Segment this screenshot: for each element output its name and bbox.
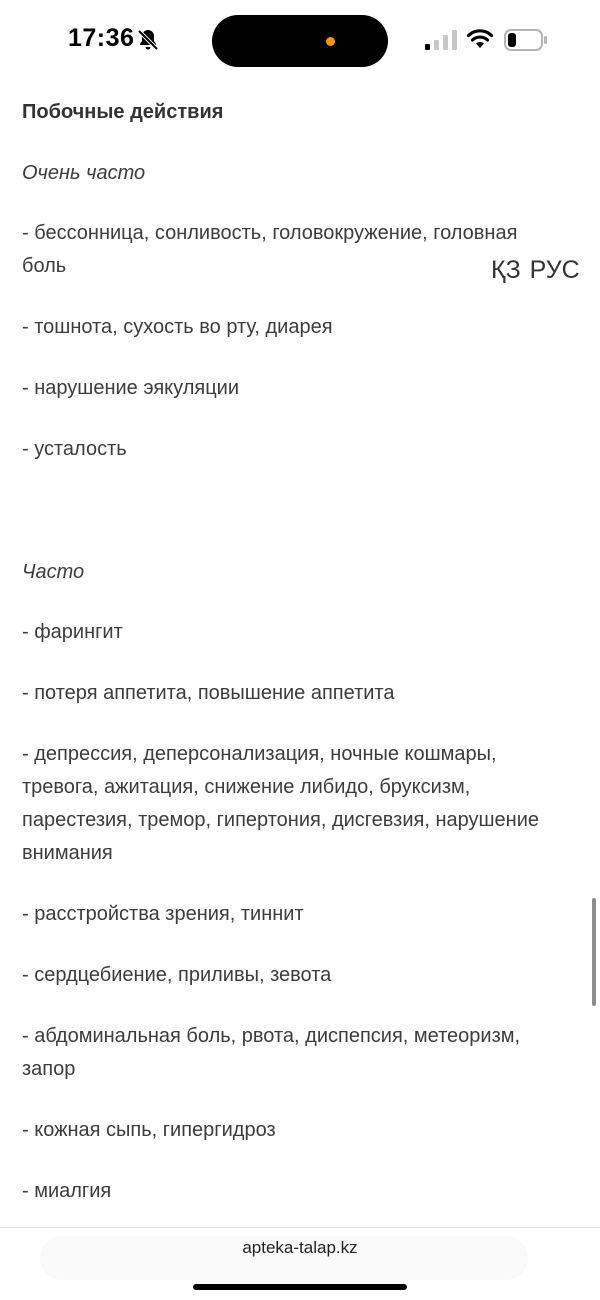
list-item: - усталость <box>22 438 127 460</box>
list-item: - сердцебиение, приливы, зевота <box>22 964 332 986</box>
browser-bottom-bar <box>0 1227 600 1300</box>
list-item: - кожная сыпь, гипергидроз <box>22 1119 276 1141</box>
dynamic-island <box>212 15 388 67</box>
list-item: - фарингит <box>22 621 123 643</box>
home-indicator[interactable] <box>193 1284 407 1290</box>
wifi-icon <box>466 28 494 50</box>
address-bar-url[interactable]: apteka-talap.kz <box>242 1238 358 1257</box>
language-kz-link[interactable]: ҚЗ <box>491 256 521 284</box>
status-bar <box>0 0 600 84</box>
battery-icon <box>504 29 548 51</box>
language-switch <box>491 256 580 285</box>
status-time: 17:36 <box>68 24 135 52</box>
recording-indicator <box>326 37 335 46</box>
frequency-label-often: Часто <box>22 561 85 583</box>
frequency-label-very-often: Очень часто <box>22 162 146 184</box>
list-item: - депрессия, деперсонализация, ночные кошмары, тревога, ажитация, снижение либидо, бруксизм, парестезия, тремор, гипертония, дисгевзия, нарушение внимания <box>22 743 540 864</box>
list-item: - тошнота, сухость во рту, диарея <box>22 316 333 338</box>
list-item: - абдоминальная боль, рвота, диспепсия, метеоризм, запор <box>22 1025 521 1080</box>
list-item: - миалгия <box>22 1180 112 1202</box>
list-item: - расстройства зрения, тиннит <box>22 903 304 925</box>
bell-slash-icon <box>136 28 160 52</box>
list-item: - бессонница, сонливость, головокружение, головная боль <box>22 222 518 277</box>
article-content <box>22 95 567 1236</box>
language-ru-link[interactable]: РУС <box>529 256 580 284</box>
section-title: Побочные действия <box>22 101 224 123</box>
scrollbar-thumb[interactable] <box>592 898 596 1006</box>
list-item: - нарушение эякуляции <box>22 377 239 399</box>
list-item: - потеря аппетита, повышение аппетита <box>22 682 395 704</box>
cellular-signal-icon <box>425 30 457 50</box>
spacer <box>22 494 567 555</box>
